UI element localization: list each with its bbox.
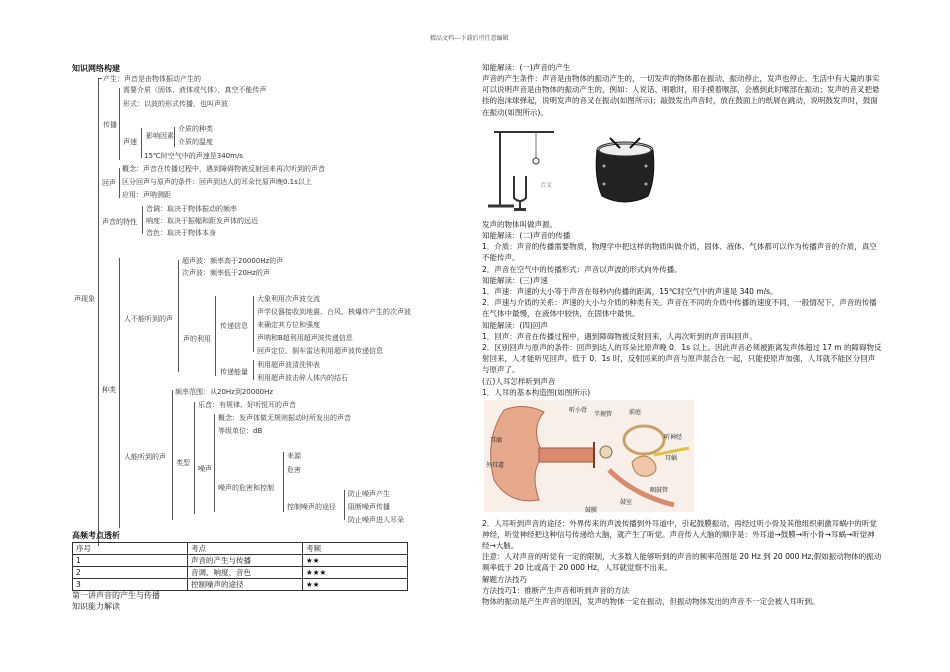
tree-control: 控制噪声的途径: [287, 503, 336, 511]
tree-info4: 声呐和B超利用超声波传递信息: [257, 334, 353, 342]
tree-root: 声现象: [74, 295, 95, 303]
tuning-fork-figure: [484, 120, 574, 212]
tree-info3: 来确定其方位和强度: [257, 321, 320, 329]
p3-1: 1．介质：声音的传播需要物质，物理学中把这样的物质叫做介质，固体、液体、气体都可以作为传播声音的介质，真空不能传声。: [482, 242, 877, 263]
ear-label-cochlea: 耳蜗: [665, 455, 678, 462]
ear-label-auricle: 耳廓: [490, 437, 503, 444]
table-cell: 3: [73, 579, 188, 591]
p11: 物体的振动是产生声音的原因，发声的物体一定在振动，但振动物体发出的声音不一定会被人耳听到。: [482, 597, 820, 606]
p10: 方法技巧1：推断产生声音和听到声音的方法: [482, 586, 630, 595]
exam-points-table: [72, 542, 408, 591]
tree-factor1: 介质的种类: [178, 125, 213, 133]
tree-harm: 危害: [287, 466, 301, 474]
tree-echo-concept: 概念：声音在传播过程中，遇到障碍物被反射回来再次听到的声音: [122, 165, 325, 173]
tree-kinds: 种类: [102, 386, 116, 394]
p9: 解题方法技巧: [482, 575, 527, 584]
tree-use: 声的利用: [183, 335, 211, 343]
ear-label-eustachian: 咽鼓管: [650, 487, 669, 494]
table-cell: 1: [73, 555, 188, 567]
tree-medium: 需要介质（固体、液体或气体），真空不能传声: [123, 86, 267, 94]
ear-label-vestibule: 前庭: [629, 409, 642, 416]
tree-noise-unit: 等级单位：dB: [218, 427, 263, 435]
p4-1: 1．声速：声速的大小等于声音在每秒内传播的距离，15℃时空气中的声速是 340 m/s。: [482, 287, 778, 296]
tree-info5: 回声定位、倒车雷达利用超声波传递信息: [257, 347, 383, 355]
p4-title: 知能解读：(三)声速: [482, 276, 548, 285]
tree-infrasonic: 次声波：频率低于20Hz的声: [182, 269, 270, 277]
tree-energy1: 利用超声波清洗钟表: [257, 361, 320, 369]
tree-echo: 回声: [102, 179, 116, 187]
p1-body: 声音的产生条件：声音是由物体的振动产生的，一切发声的物体都在振动，振动停止，发声也停止。生活中有大量的事实可以说明声音是由物体的振动产生的，例如：人说话、唱歌时，用手摸着喉部，会感到此时喉部在振动；发声的音叉把悬挂的泡沫球弹起，说明发声的音叉在振动(如图所示)；敲鼓发出声音时，放在鼓面上的纸屑在跳动，说明鼓发声时，鼓面在振动(如图所示)。: [482, 74, 880, 117]
tree-loudness: 响度：取决于振幅和距发声体的远近: [146, 217, 258, 225]
tree-speed-value: 15℃时空气中的声速是340m/s: [144, 152, 243, 160]
table-cell: 控制噪声的途径: [188, 579, 303, 591]
tree-echo-use: 应用：声呐测距: [122, 191, 171, 199]
section-title-knowledge: 知识网络构建: [72, 64, 120, 73]
tree-inaudible: 人不能听到的声: [124, 315, 173, 323]
p2: 发声的物体叫做声源。: [482, 220, 557, 229]
table-cell: ★★: [303, 579, 408, 591]
tree-type: 类型: [176, 459, 190, 467]
ear-label-nerve: 听神经: [664, 434, 683, 441]
tree-timbre: 音色：取决于物体本身: [146, 229, 216, 237]
tree-characteristics: 声音的特性: [102, 218, 137, 226]
p5-2: 2．区别回声与原声的条件：回声到达人的耳朵比原声晚 0．1s 以上。因此声音必须被距离发声体超过 17 m 的障碍物反射回来，人才能听见回声。低于 0．1s 时，反射回来的声音与原声混合在一起，只能使原声加强，人耳就不能区分回声与原声了。: [482, 343, 882, 375]
tree-energy: 传递能量: [220, 368, 248, 376]
tree-ctrl1: 防止噪声产生: [348, 490, 390, 498]
p7: 2．人耳听到声音的途径：外界传来的声波传播到外耳道中，引起鼓膜振动，再经过听小骨及其他组织刺激耳蜗中的听觉神经，听觉神经把这种信号传递给大脑，就产生了听觉。声音传入大脑的顺序是：外耳道→鼓膜→听小骨→耳蜗→听觉神经→大脑。: [482, 519, 877, 551]
ear-figure: [484, 400, 694, 512]
tree-ctrl3: 防止噪声进入耳朵: [348, 516, 404, 524]
tree-noise-harm: 噪声的危害和控制: [218, 484, 274, 492]
table-cell: ★★★: [303, 567, 408, 579]
tree-freq-range: 频率范围：从20Hz到20000Hz: [175, 388, 274, 396]
table-header: 序号: [73, 543, 188, 555]
tree-noise: 噪声: [198, 465, 212, 473]
table-cell: 音调、响度、音色: [188, 567, 303, 579]
tree-ultrasonic: 超声波：频率高于20000Hz的声: [182, 257, 284, 265]
tree-energy2: 利用超声波击碎人体内的结石: [257, 374, 348, 382]
table-header: 考频: [303, 543, 408, 555]
table-row: [73, 567, 408, 579]
tree-production: 产生：声音是由物体振动产生的: [103, 75, 201, 83]
tree-info: 传递信息: [220, 322, 248, 330]
ability-title: 知识能力解读: [72, 602, 120, 611]
tree-pitch: 音调：取决于物体振动的频率: [146, 205, 237, 213]
tree-noise-concept: 概念：发声体做无规则振动时所发出的声音: [218, 414, 351, 422]
fig-label: 音叉: [540, 182, 553, 189]
tree-ctrl2: 阻断噪声传播: [348, 503, 390, 511]
page-header: 精品文档---下载后可任意编辑: [430, 35, 509, 42]
table-header-row: [73, 543, 408, 555]
drum-figure: [590, 128, 660, 208]
table-row: [73, 555, 408, 567]
table-cell: ★★: [303, 555, 408, 567]
p5-title: 知能解读：(四)回声: [482, 321, 548, 330]
p1-title: 知能解读：(一)声音的产生: [482, 63, 571, 72]
tree-source: 来源: [287, 452, 301, 460]
ear-label-tympanic: 鼓室: [620, 499, 633, 506]
tree-echo-condition: 区分回声与原声的条件：回声到达人的耳朵比原声晚0.1s以上: [122, 178, 312, 186]
tree-factor2: 介质的温度: [178, 138, 213, 146]
p4-2: 2．声速与介质的关系：声速的大小与介质的种类有关。声音在不同的介质中传播的速度不同，一般情况下，声音的传播在气体中最慢，在液体中较快，在固体中最快。: [482, 298, 877, 319]
p8: 注意：人对声音的听觉有一定的限制，大多数人能够听到的声音的频率范围是 20 Hz 到 20 000 Hz,假如振动物体的振动频率低于 20 比或高于 20 000 Hz，人耳就觉察不出来。: [482, 552, 882, 573]
p6-1: 1．人耳的基本构造图(如图所示): [482, 388, 591, 397]
table-header: 考点: [188, 543, 303, 555]
tree-info2: 声学仪器接收到地震、台风、核爆炸产生的次声波: [257, 308, 411, 316]
tree-form: 形式：以波的形式传播，也叫声波: [123, 100, 228, 108]
lesson-title: 第一讲声音的产生与传播: [72, 591, 160, 600]
p3-2: 2．声音在空气中的传播形式：声音以声波的形式向外传播。: [482, 265, 682, 274]
ear-label-canals: 半规管: [594, 411, 613, 418]
ear-label-eardrum: 鼓膜: [585, 507, 598, 514]
p6-title: (五)人耳怎样听到声音: [482, 377, 556, 386]
p5-1: 1．回声：声音在传播过程中，遇到障碍物被反射回来，人再次听到的声音叫回声。: [482, 332, 757, 341]
table-cell: 2: [73, 567, 188, 579]
section-title-exam: 高频考点透析: [72, 531, 120, 540]
tree-factors: 影响因素: [146, 132, 174, 140]
tree-audible: 人能听到的声: [124, 453, 166, 461]
tree-info1: 大象利用次声波交流: [257, 295, 320, 303]
table-cell: 声音的产生与传播: [188, 555, 303, 567]
p3-title: 知能解读：(二)声音的传播: [482, 231, 571, 240]
tree-speed: 声速: [123, 138, 137, 146]
ear-label-ossicles: 听小骨: [569, 407, 588, 414]
tree-spread: 传播: [103, 121, 117, 129]
table-row: [73, 579, 408, 591]
ear-label-canal: 外耳道: [486, 462, 505, 469]
tree-music: 乐音：有规律、好听悦耳的声音: [198, 401, 296, 409]
